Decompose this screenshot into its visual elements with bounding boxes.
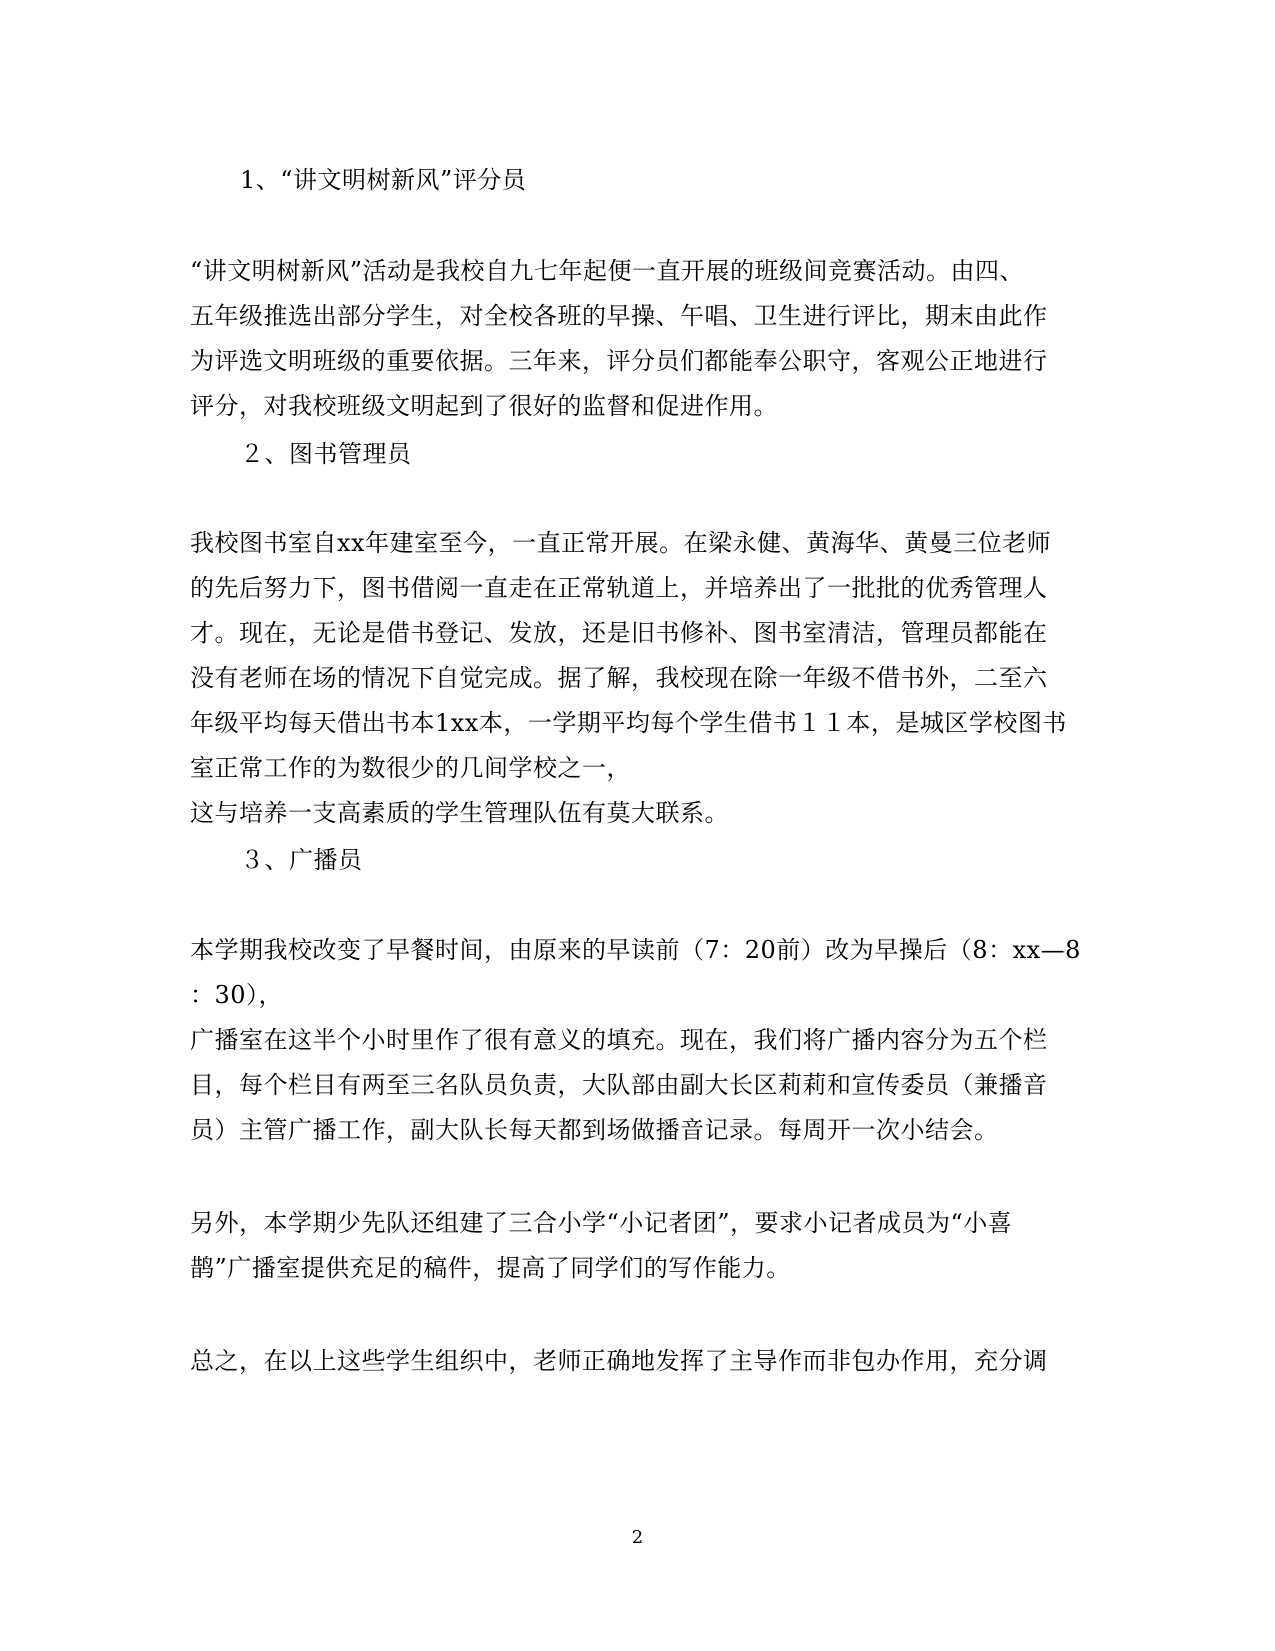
paragraph-line: 五年级推选出部分学生，对全校各班的早操、午唱、卫生进行评比，期末由此作 xyxy=(190,302,1048,330)
section-heading-2: ２、图书管理员 xyxy=(240,440,412,468)
paragraph-line: 没有老师在场的情况下自觉完成。据了解，我校现在除一年级不借书外，二至六 xyxy=(190,664,1048,692)
paragraph-line: 总之，在以上这些学生组织中，老师正确地发挥了主导作而非包办作用，充分调 xyxy=(190,1347,1048,1375)
paragraph-line: “讲文明树新风”活动是我校自九七年起便一直开展的班级间竞赛活动。由四、 xyxy=(190,257,1025,285)
paragraph-line: 鹊”广播室提供充足的稿件，提高了同学们的写作能力。 xyxy=(190,1254,791,1282)
paragraph-line: 目，每个栏目有两至三名队员负责，大队部由副大长区莉莉和宣传委员（兼播音 xyxy=(190,1071,1048,1099)
section-heading-3: ３、广播员 xyxy=(240,846,363,874)
paragraph-line: 广播室在这半个小时里作了很有意义的填充。现在，我们将广播内容分为五个栏 xyxy=(190,1026,1048,1054)
paragraph-line: 才。现在，无论是借书登记、发放，还是旧书修补、图书室清洁，管理员都能在 xyxy=(190,619,1048,647)
paragraph-line: 这与培养一支高素质的学生管理队伍有莫大联系。 xyxy=(190,799,729,827)
paragraph-line: 的先后努力下，图书借阅一直走在正常轨道上，并培养出了一批批的优秀管理人 xyxy=(190,574,1048,602)
paragraph-line: 本学期我校改变了早餐时间，由原来的早读前（7：20前）改为早操后（8：xx—8 xyxy=(190,936,1081,964)
paragraph-line: 另外，本学期少先队还组建了三合小学“小记者团”，要求小记者成员为“小喜 xyxy=(190,1209,1013,1237)
paragraph-line: 我校图书室自xx年建室至今，一直正常开展。在梁永健、黄海华、黄曼三位老师 xyxy=(190,529,1052,557)
paragraph-line: 评分，对我校班级文明起到了很好的监督和促进作用。 xyxy=(190,392,778,420)
paragraph-line: 年级平均每天借出书本1xx本，一学期平均每个学生借书１１本，是城区学校图书 xyxy=(190,709,1067,737)
paragraph-line: 室正常工作的为数很少的几间学校之一， xyxy=(190,754,631,782)
paragraph-line: 为评选文明班级的重要依据。三年来，评分员们都能奉公职守，客观公正地进行 xyxy=(190,347,1048,375)
paragraph-line: 员）主管广播工作，副大队长每天都到场做播音记录。每周开一次小结会。 xyxy=(190,1116,999,1144)
page-number: 2 xyxy=(631,1527,644,1548)
section-heading-1: 1、“讲文明树新风”评分员 xyxy=(240,166,527,194)
paragraph-line: ：30）， xyxy=(190,981,284,1009)
